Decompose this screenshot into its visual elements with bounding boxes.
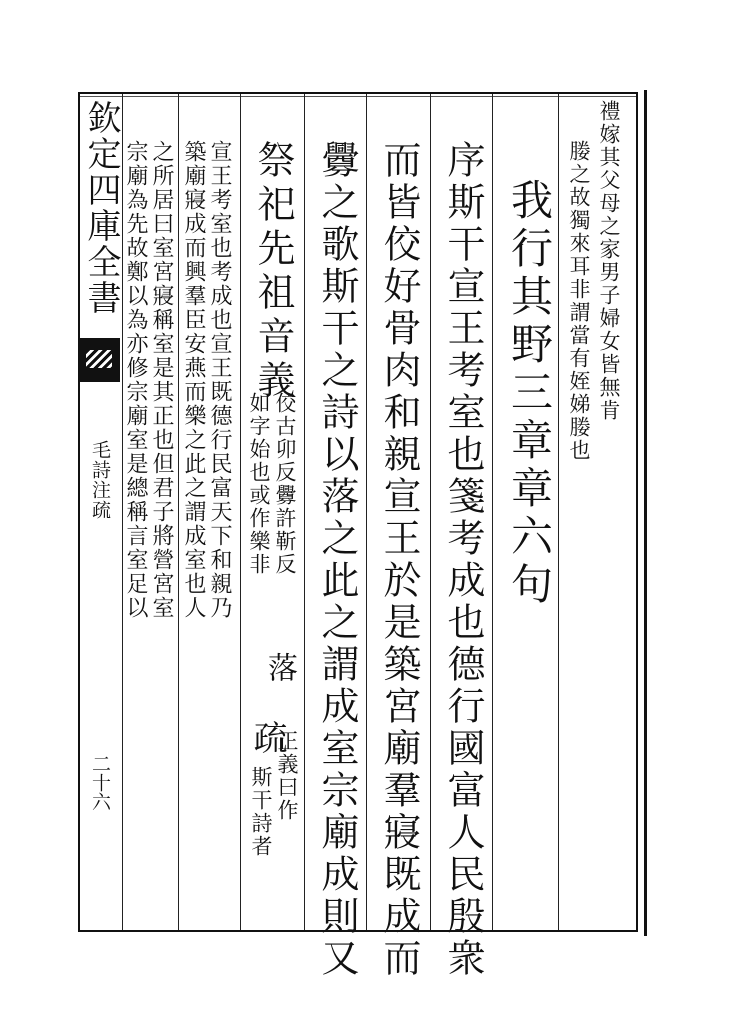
shu-marker: 疏 — [247, 720, 287, 760]
annotation-line-right: 宣王考室也考成也宣王既德行民富天下和親乃 — [207, 140, 232, 620]
sub-annotation-left: 斯干詩者 — [249, 766, 273, 858]
main-text-line: 序斯干宣王考室也箋考成也德行國富人民殷衆 — [441, 140, 485, 980]
annotation-line-left: 宗廟為先故鄭以為亦修宗廟室是總稱言室足以 — [123, 140, 148, 620]
annotation-line-right: 之所居曰室宮寢稱室是其正也但君子將營宮室 — [149, 140, 174, 620]
column-divider — [366, 94, 367, 930]
sub-annotation-left: 如字始也或作樂非 — [247, 392, 271, 576]
fish-tail-mark — [80, 338, 120, 382]
library-title: 欽定四庫全書 — [81, 100, 121, 316]
outer-border-rule — [644, 90, 647, 936]
column-divider — [558, 94, 559, 930]
column-divider — [304, 94, 305, 930]
book-name: 毛詩注疏 — [89, 440, 111, 520]
annotation-line-left: 築廟寢成而興羣臣安燕而樂之此之謂成室也人 — [181, 140, 206, 620]
top-rule — [80, 96, 636, 97]
column-divider — [430, 94, 431, 930]
column-divider — [178, 94, 179, 930]
chapter-title: 我行其野三章章六句 — [505, 178, 554, 610]
sub-annotation-right: 佼古卯反釁許靳反 — [273, 392, 297, 576]
main-text-line: 釁之歌斯干之詩以落之此之謂成室宗廟成則又 — [315, 140, 359, 980]
sub-annotation-right: 正義曰作 — [275, 730, 299, 822]
main-text-segment: 祭祀先祖音義 — [251, 140, 295, 404]
annotation-line-right: 禮嫁其父母之家男子婦女皆無肯 — [597, 100, 621, 422]
main-text-line: 而皆佼好骨肉和親宣王於是築宮廟羣寢既成而 — [377, 140, 421, 980]
main-text-segment: 落 — [262, 652, 297, 688]
page-number: 二十六 — [89, 754, 111, 811]
column-divider — [492, 94, 493, 930]
annotation-line-left: 媵之故獨來耳非謂當有姪娣媵也 — [567, 140, 591, 462]
column-divider — [240, 94, 241, 930]
